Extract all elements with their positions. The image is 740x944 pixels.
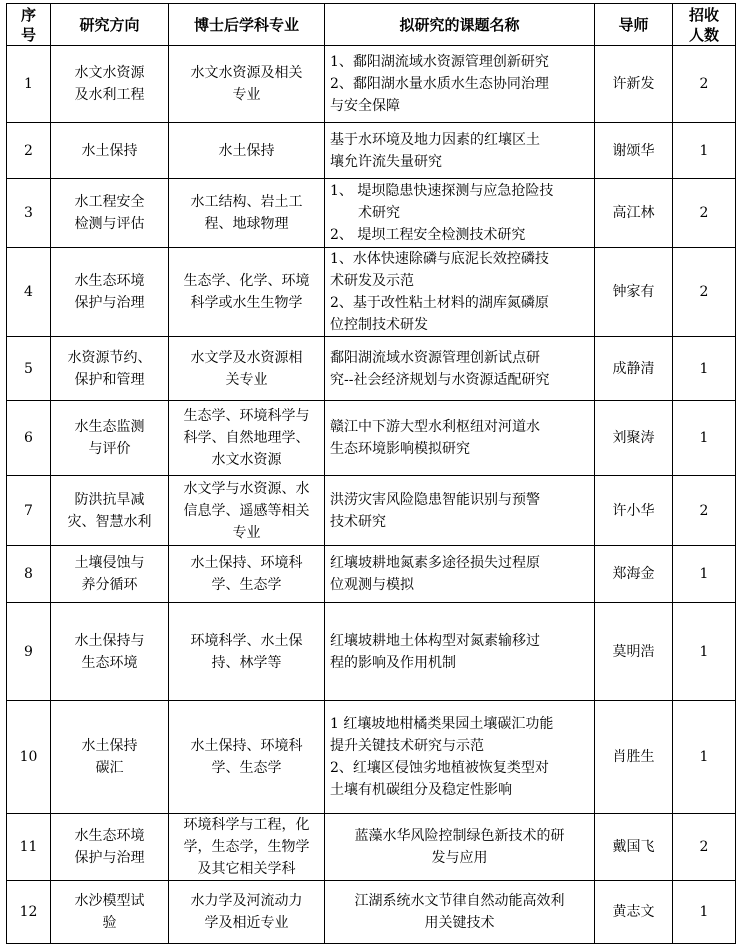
cell-topic <box>325 701 595 814</box>
header-index: 序 号 <box>7 4 51 46</box>
cell-direction <box>51 701 169 814</box>
topic-line: 生态环境影响模拟研究 <box>330 441 470 457</box>
cell-supervisor: 许新发 <box>595 46 673 123</box>
topic-line: 1 红壤坡地柑橘类果园土壤碳汇功能 <box>330 716 554 732</box>
direction-line: 检测与评估 <box>74 216 145 232</box>
cell-quota: 1 <box>673 401 736 476</box>
direction-line: 保护与治理 <box>74 295 145 311</box>
direction-line: 水生态环境 <box>74 273 145 289</box>
topic-line: 与安全保障 <box>330 98 400 114</box>
topic-line: 技术研究 <box>330 513 386 530</box>
cell-topic <box>325 546 595 603</box>
cell-supervisor: 许小华 <box>595 476 673 546</box>
topic-line: 赣江中下游大型水利枢纽对河道水 <box>330 419 540 435</box>
header-supervisor: 导师 <box>595 4 673 46</box>
direction-line: 保护和管理 <box>74 371 145 388</box>
topic-line: 鄱阳湖流域水资源管理创新试点研 <box>330 349 540 366</box>
cell-direction <box>51 46 169 123</box>
cell-supervisor: 钟家有 <box>595 248 673 337</box>
cell-direction <box>51 248 169 337</box>
cell-topic <box>325 476 595 546</box>
cell-topic <box>325 603 595 701</box>
major-line: 程、地球物理 <box>204 216 289 232</box>
header-topic: 拟研究的课题名称 <box>325 4 595 46</box>
direction-line: 与评价 <box>88 441 131 457</box>
direction-line: 碳汇 <box>95 760 124 776</box>
cell-index: 6 <box>7 401 51 476</box>
cell-supervisor: 高江林 <box>595 179 673 248</box>
cell-direction <box>51 603 169 701</box>
cell-topic <box>325 179 595 248</box>
topic-line: 江湖系统水文节律自然动能高效利 <box>354 893 565 909</box>
table-row <box>7 401 736 476</box>
topic-line: 位观测与模拟 <box>330 577 414 593</box>
topic-line: 土壤有机碳组分及稳定性影响 <box>330 782 512 798</box>
cell-index: 1 <box>7 46 51 123</box>
direction-line: 养分循环 <box>81 577 138 593</box>
header-row <box>7 4 736 46</box>
cell-quota: 1 <box>673 546 736 603</box>
major-line: 专业 <box>232 524 261 541</box>
topic-line: 1、水体快速除磷与底泥长效控磷技 <box>330 251 549 267</box>
topic-line: 用关键技术 <box>424 915 495 931</box>
cell-index: 2 <box>7 123 51 179</box>
cell-major <box>169 814 325 881</box>
major-line: 科学或水生生物学 <box>190 295 303 311</box>
cell-major <box>169 46 325 123</box>
major-line: 学及相近专业 <box>204 915 289 931</box>
major-line: 水文水资源 <box>211 452 282 468</box>
cell-quota: 1 <box>673 881 736 944</box>
cell-major <box>169 337 325 401</box>
cell-supervisor: 莫明浩 <box>595 603 673 701</box>
major-line: 生态学、化学、环境 <box>183 273 310 289</box>
topic-line: 术研发及示范 <box>330 273 414 289</box>
table-row <box>7 603 736 701</box>
cell-major <box>169 701 325 814</box>
direction-line: 水工程安全 <box>74 194 145 210</box>
direction-line: 水生态监测 <box>74 419 145 435</box>
cell-quota: 2 <box>673 248 736 337</box>
cell-quota: 2 <box>673 179 736 248</box>
cell-direction <box>51 476 169 546</box>
direction-line: 水生态环境 <box>74 828 145 844</box>
major-line: 及其它相关学科 <box>197 861 296 877</box>
cell-index: 12 <box>7 881 51 944</box>
cell-index: 3 <box>7 179 51 248</box>
cell-major <box>169 546 325 603</box>
cell-direction <box>51 814 169 881</box>
topic-line: 位控制技术研发 <box>330 317 428 333</box>
cell-topic <box>325 248 595 337</box>
cell-quota: 1 <box>673 123 736 179</box>
major-line: 水文学与水资源、水 <box>183 480 310 497</box>
direction-line: 生态环境 <box>81 654 138 671</box>
table-row <box>7 337 736 401</box>
cell-direction <box>51 337 169 401</box>
header-major: 博士后学科专业 <box>169 4 325 46</box>
table-row <box>7 248 736 337</box>
cell-quota: 2 <box>673 46 736 123</box>
cell-direction <box>51 546 169 603</box>
cell-supervisor: 郑海金 <box>595 546 673 603</box>
header-direction: 研究方向 <box>51 4 169 46</box>
cell-major <box>169 401 325 476</box>
topic-line: 2、基于改性粘土材料的湖库氮磷原 <box>330 295 549 311</box>
topic-line: 1、鄱阳湖流域水资源管理创新研究 <box>330 54 549 70</box>
cell-quota: 1 <box>673 701 736 814</box>
major-line: 专业 <box>232 87 261 103</box>
major-line: 环境科学与工程，化 <box>183 817 310 833</box>
topic-line: 蓝藻水华风险控制绿色新技术的研 <box>354 828 565 844</box>
cell-index: 7 <box>7 476 51 546</box>
direction-line: 防洪抗旱减 <box>74 491 145 508</box>
major-line: 科学、自然地理学、 <box>183 430 310 446</box>
cell-major <box>169 603 325 701</box>
direction-line: 水文水资源 <box>74 65 145 81</box>
table-row <box>7 881 736 944</box>
cell-major <box>169 123 325 179</box>
topic-line: 1、 堤坝隐患快速探测与应急抢险技 <box>330 183 554 199</box>
cell-direction <box>51 881 169 944</box>
major-line: 水工结构、岩土工 <box>190 194 303 210</box>
direction-line: 土壤侵蚀与 <box>74 555 145 571</box>
direction-line: 水沙模型试 <box>74 893 145 909</box>
cell-supervisor: 成静清 <box>595 337 673 401</box>
table-row <box>7 123 736 179</box>
cell-quota: 2 <box>673 476 736 546</box>
cell-supervisor: 谢颂华 <box>595 123 673 179</box>
cell-topic <box>325 881 595 944</box>
cell-index: 11 <box>7 814 51 881</box>
table-row <box>7 46 736 123</box>
topic-line: 2、 堤坝工程安全检测技术研究 <box>330 227 526 243</box>
table-row <box>7 814 736 881</box>
recruitment-table <box>6 3 736 944</box>
topic-line: 提升关键技术研究与示范 <box>330 738 484 754</box>
topic-line: 程的影响及作用机制 <box>330 654 456 671</box>
major-line: 水土保持 <box>218 142 275 159</box>
table-row <box>7 179 736 248</box>
direction-line: 水土保持 <box>81 142 138 159</box>
cell-direction <box>51 123 169 179</box>
cell-index: 10 <box>7 701 51 814</box>
cell-topic <box>325 46 595 123</box>
topic-line: 基于水环境及地力因素的红壤区土 <box>330 131 540 148</box>
major-line: 生态学、环境科学与 <box>183 408 310 424</box>
direction-line: 灾、智慧水利 <box>67 513 152 530</box>
cell-topic <box>325 401 595 476</box>
major-line: 学，生态学，生物学 <box>183 839 310 855</box>
cell-topic <box>325 123 595 179</box>
direction-line: 及水利工程 <box>74 87 145 103</box>
major-line: 水土保持、环境科 <box>190 555 303 571</box>
cell-direction <box>51 179 169 248</box>
topic-line: 壤允许流失量研究 <box>330 153 442 170</box>
topic-line: 究--社会经济规划与水资源适配研究 <box>330 371 550 388</box>
major-line: 水文学及水资源相 <box>190 349 303 366</box>
cell-supervisor: 刘聚涛 <box>595 401 673 476</box>
topic-line: 2、红壤区侵蚀劣地植被恢复类型对 <box>330 760 549 776</box>
topic-line: 洪涝灾害风险隐患智能识别与预警 <box>330 491 540 508</box>
direction-line: 保护与治理 <box>74 850 145 866</box>
table-row <box>7 476 736 546</box>
cell-quota: 2 <box>673 814 736 881</box>
cell-topic <box>325 337 595 401</box>
cell-index: 5 <box>7 337 51 401</box>
topic-line: 红壤坡耕地氮素多途径损失过程原 <box>330 555 540 571</box>
major-line: 持、林学等 <box>211 654 282 671</box>
major-line: 水土保持、环境科 <box>190 738 303 754</box>
header-quota: 招收 人数 <box>673 4 736 46</box>
topic-line: 红壤坡耕地土体构型对氮素输移过 <box>330 632 540 649</box>
topic-line: 2、鄱阳湖水量水质水生态协同治理 <box>330 76 549 92</box>
cell-quota: 1 <box>673 337 736 401</box>
major-line: 水力学及河流动力 <box>190 893 303 909</box>
topic-line: 术研究 <box>358 205 400 221</box>
direction-line: 验 <box>102 915 117 931</box>
major-line: 信息学、遥感等相关 <box>183 502 310 519</box>
cell-direction <box>51 401 169 476</box>
cell-major <box>169 476 325 546</box>
table-row <box>7 701 736 814</box>
cell-topic <box>325 814 595 881</box>
direction-line: 水土保持 <box>81 738 138 754</box>
cell-quota: 1 <box>673 603 736 701</box>
direction-line: 水土保持与 <box>74 632 145 649</box>
table-row <box>7 546 736 603</box>
cell-major <box>169 881 325 944</box>
topic-line: 发与应用 <box>431 850 488 866</box>
major-line: 学、生态学 <box>211 577 282 593</box>
cell-major <box>169 248 325 337</box>
cell-supervisor: 戴国飞 <box>595 814 673 881</box>
cell-supervisor: 肖胜生 <box>595 701 673 814</box>
major-line: 水文水资源及相关 <box>190 65 303 81</box>
cell-supervisor: 黄志文 <box>595 881 673 944</box>
cell-major <box>169 179 325 248</box>
cell-index: 8 <box>7 546 51 603</box>
direction-line: 水资源节约、 <box>67 349 152 366</box>
major-line: 学、生态学 <box>211 760 282 776</box>
major-line: 环境科学、水土保 <box>190 632 303 649</box>
cell-index: 4 <box>7 248 51 337</box>
major-line: 关专业 <box>225 371 268 388</box>
cell-index: 9 <box>7 603 51 701</box>
